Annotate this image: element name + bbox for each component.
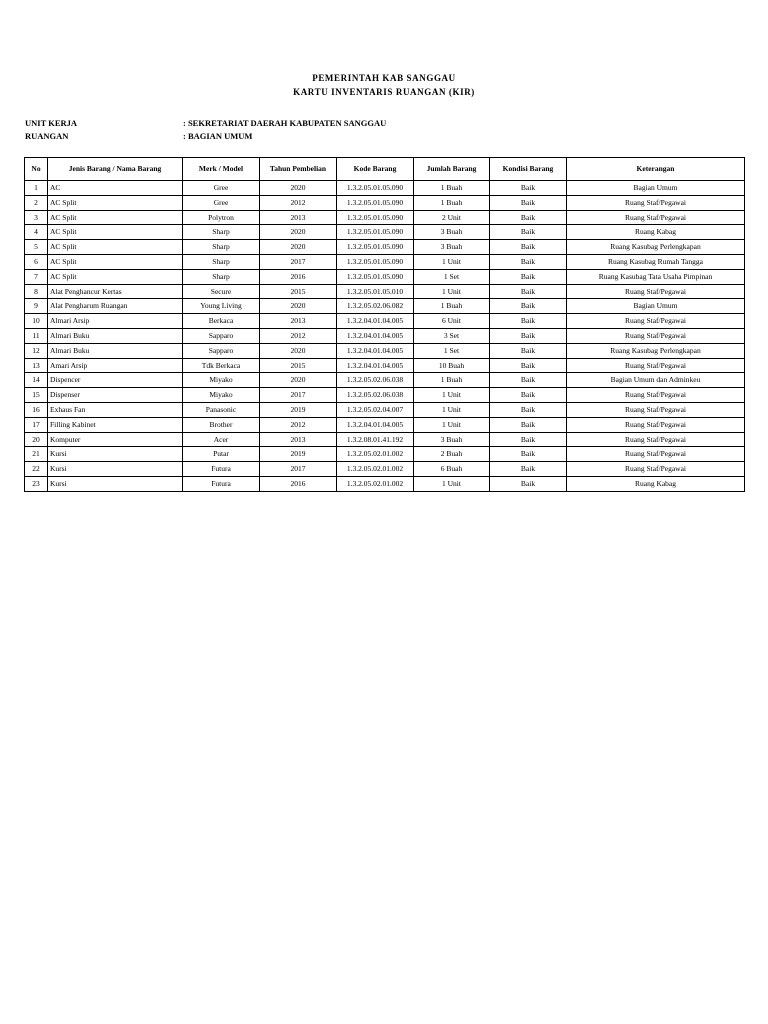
cell-keterangan: Bagian Umum dan Adminkeu (567, 373, 745, 388)
cell-keterangan: Ruang Staf/Pegawai (567, 432, 745, 447)
cell-kode: 1.3.2.05.01.05.090 (337, 269, 414, 284)
document-title-line-1: PEMERINTAH KAB SANGGAU (312, 73, 456, 83)
cell-nama-barang: AC Split (48, 225, 183, 240)
table-row (25, 432, 745, 447)
unit-kerja-label: UNIT KERJA (25, 118, 78, 128)
cell-no: 7 (25, 269, 48, 284)
cell-merk: Futura (183, 462, 260, 477)
cell-keterangan: Ruang Staf/Pegawai (567, 417, 745, 432)
table-row (25, 476, 745, 491)
cell-jumlah: 2 Unit (414, 210, 490, 225)
cell-kondisi: Baik (490, 225, 567, 240)
cell-keterangan: Ruang Staf/Pegawai (567, 195, 745, 210)
cell-kondisi: Baik (490, 181, 567, 196)
cell-kondisi: Baik (490, 462, 567, 477)
cell-merk: Secure (183, 284, 260, 299)
cell-tahun: 2019 (260, 447, 337, 462)
column-header-tahun: Tahun Pembelian (260, 158, 337, 181)
cell-no: 2 (25, 195, 48, 210)
cell-tahun: 2015 (260, 358, 337, 373)
cell-merk: Sapparo (183, 343, 260, 358)
cell-kondisi: Baik (490, 373, 567, 388)
cell-keterangan: Ruang Staf/Pegawai (567, 388, 745, 403)
inventory-table (24, 157, 745, 492)
cell-tahun: 2020 (260, 373, 337, 388)
cell-keterangan: Bagian Umum (567, 299, 745, 314)
cell-jumlah: 1 Buah (414, 373, 490, 388)
table-row (25, 240, 745, 255)
cell-kondisi: Baik (490, 284, 567, 299)
column-header-jumlah: Jumlah Barang (414, 158, 490, 181)
cell-kode: 1.3.2.05.01.05.090 (337, 210, 414, 225)
table-body (25, 181, 745, 492)
cell-kondisi: Baik (490, 343, 567, 358)
table-row (25, 373, 745, 388)
column-header-kode: Kode Barang (337, 158, 414, 181)
cell-merk: Sapparo (183, 328, 260, 343)
cell-keterangan: Ruang Staf/Pegawai (567, 314, 745, 329)
table-row (25, 225, 745, 240)
cell-tahun: 2013 (260, 210, 337, 225)
cell-no: 15 (25, 388, 48, 403)
cell-tahun: 2020 (260, 343, 337, 358)
cell-nama-barang: Alat Pengharum Ruangan (48, 299, 183, 314)
cell-jumlah: 3 Buah (414, 225, 490, 240)
cell-nama-barang: Amari Arsip (48, 358, 183, 373)
cell-tahun: 2012 (260, 328, 337, 343)
cell-no: 21 (25, 447, 48, 462)
cell-keterangan: Ruang Staf/Pegawai (567, 462, 745, 477)
cell-merk: Berkaca (183, 314, 260, 329)
unit-kerja-value: : SEKRETARIAT DAERAH KABUPATEN SANGGAU (183, 118, 387, 128)
document-title-line-2: KARTU INVENTARIS RUANGAN (KIR) (293, 87, 475, 97)
cell-nama-barang: AC Split (48, 269, 183, 284)
table-row (25, 314, 745, 329)
cell-jumlah: 1 Buah (414, 181, 490, 196)
cell-merk: Young Living (183, 299, 260, 314)
table-row (25, 447, 745, 462)
unit-kerja-row (25, 118, 386, 128)
cell-keterangan: Ruang Kasubag Perlengkapan (567, 343, 745, 358)
cell-jumlah: 1 Unit (414, 388, 490, 403)
cell-jumlah: 3 Set (414, 328, 490, 343)
table-row (25, 388, 745, 403)
table-row (25, 181, 745, 196)
cell-jumlah: 6 Unit (414, 314, 490, 329)
cell-jumlah: 1 Set (414, 343, 490, 358)
cell-no: 17 (25, 417, 48, 432)
cell-kondisi: Baik (490, 432, 567, 447)
cell-keterangan: Ruang Staf/Pegawai (567, 358, 745, 373)
cell-nama-barang: Exhaus Fan (48, 402, 183, 417)
cell-kode: 1.3.2.04.01.04.005 (337, 328, 414, 343)
cell-nama-barang: Alat Penghancur Kertas (48, 284, 183, 299)
cell-jumlah: 1 Unit (414, 402, 490, 417)
cell-jumlah: 1 Buah (414, 195, 490, 210)
cell-kondisi: Baik (490, 314, 567, 329)
cell-keterangan: Ruang Kasubag Tata Usaha Pimpinan (567, 269, 745, 284)
cell-kondisi: Baik (490, 388, 567, 403)
cell-merk: Putar (183, 447, 260, 462)
cell-keterangan: Ruang Staf/Pegawai (567, 284, 745, 299)
cell-no: 1 (25, 181, 48, 196)
cell-jumlah: 1 Unit (414, 254, 490, 269)
cell-nama-barang: AC Split (48, 210, 183, 225)
cell-kode: 1.3.2.05.02.01.002 (337, 476, 414, 491)
cell-kode: 1.3.2.04.01.04.005 (337, 417, 414, 432)
cell-merk: Miyako (183, 388, 260, 403)
cell-kondisi: Baik (490, 299, 567, 314)
cell-jumlah: 2 Buah (414, 447, 490, 462)
cell-nama-barang: Kursi (48, 476, 183, 491)
cell-no: 22 (25, 462, 48, 477)
cell-no: 6 (25, 254, 48, 269)
cell-jumlah: 1 Set (414, 269, 490, 284)
column-header-no: No (25, 158, 48, 181)
cell-tahun: 2017 (260, 388, 337, 403)
cell-tahun: 2020 (260, 299, 337, 314)
cell-nama-barang: Filling Kabinet (48, 417, 183, 432)
cell-jumlah: 1 Unit (414, 417, 490, 432)
cell-merk: Gree (183, 181, 260, 196)
cell-kode: 1.3.2.04.01.04.005 (337, 314, 414, 329)
cell-kode: 1.3.2.05.02.04.007 (337, 402, 414, 417)
cell-kode: 1.3.2.05.02.01.002 (337, 447, 414, 462)
cell-kode: 1.3.2.05.02.01.002 (337, 462, 414, 477)
cell-no: 4 (25, 225, 48, 240)
cell-keterangan: Ruang Kasubag Rumah Tangga (567, 254, 745, 269)
cell-nama-barang: AC Split (48, 240, 183, 255)
cell-nama-barang: AC (48, 181, 183, 196)
cell-keterangan: Ruang Kasubag Perlengkapan (567, 240, 745, 255)
cell-tahun: 2012 (260, 195, 337, 210)
cell-jumlah: 10 Buah (414, 358, 490, 373)
cell-jumlah: 1 Unit (414, 284, 490, 299)
table-row (25, 195, 745, 210)
table-row (25, 284, 745, 299)
cell-merk: Sharp (183, 225, 260, 240)
cell-kode: 1.3.2.05.01.05.090 (337, 240, 414, 255)
cell-kondisi: Baik (490, 358, 567, 373)
cell-nama-barang: Almari Arsip (48, 314, 183, 329)
cell-merk: Polytron (183, 210, 260, 225)
cell-no: 3 (25, 210, 48, 225)
cell-nama-barang: AC Split (48, 254, 183, 269)
cell-merk: Gree (183, 195, 260, 210)
cell-tahun: 2017 (260, 462, 337, 477)
cell-no: 10 (25, 314, 48, 329)
cell-kode: 1.3.2.04.01.04.005 (337, 358, 414, 373)
cell-no: 5 (25, 240, 48, 255)
cell-kode: 1.3.2.05.01.05.090 (337, 225, 414, 240)
cell-nama-barang: Kursi (48, 447, 183, 462)
cell-tahun: 2020 (260, 225, 337, 240)
table-row (25, 358, 745, 373)
cell-no: 11 (25, 328, 48, 343)
cell-kondisi: Baik (490, 195, 567, 210)
cell-merk: Brother (183, 417, 260, 432)
cell-jumlah: 3 Buah (414, 240, 490, 255)
cell-tahun: 2013 (260, 432, 337, 447)
cell-kondisi: Baik (490, 476, 567, 491)
cell-keterangan: Ruang Staf/Pegawai (567, 328, 745, 343)
cell-nama-barang: Dispencer (48, 373, 183, 388)
column-header-kondisi: Kondisi Barang (490, 158, 567, 181)
cell-tahun: 2016 (260, 269, 337, 284)
cell-merk: Acer (183, 432, 260, 447)
cell-merk: Sharp (183, 240, 260, 255)
cell-nama-barang: Almari Buku (48, 343, 183, 358)
cell-kode: 1.3.2.05.02.06.082 (337, 299, 414, 314)
table-row (25, 269, 745, 284)
table-row (25, 328, 745, 343)
cell-keterangan: Ruang Kabag (567, 225, 745, 240)
cell-kondisi: Baik (490, 328, 567, 343)
cell-jumlah: 6 Buah (414, 462, 490, 477)
cell-kode: 1.3.2.05.01.05.090 (337, 195, 414, 210)
table-row (25, 462, 745, 477)
cell-no: 23 (25, 476, 48, 491)
cell-tahun: 2012 (260, 417, 337, 432)
table-row (25, 210, 745, 225)
cell-keterangan: Ruang Kabag (567, 476, 745, 491)
cell-kode: 1.3.2.05.01.05.010 (337, 284, 414, 299)
table-row (25, 299, 745, 314)
cell-nama-barang: Almari Buku (48, 328, 183, 343)
cell-tahun: 2016 (260, 476, 337, 491)
cell-kondisi: Baik (490, 447, 567, 462)
cell-kondisi: Baik (490, 240, 567, 255)
cell-kondisi: Baik (490, 254, 567, 269)
cell-tahun: 2020 (260, 181, 337, 196)
cell-keterangan: Bagian Umum (567, 181, 745, 196)
cell-kondisi: Baik (490, 210, 567, 225)
cell-kondisi: Baik (490, 417, 567, 432)
cell-merk: Miyako (183, 373, 260, 388)
table-header-row (25, 158, 745, 181)
cell-kode: 1.3.2.05.02.06.038 (337, 388, 414, 403)
cell-kode: 1.3.2.05.01.05.090 (337, 181, 414, 196)
cell-kode: 1.3.2.05.02.06.038 (337, 373, 414, 388)
cell-no: 20 (25, 432, 48, 447)
column-header-merk: Merk / Model (183, 158, 260, 181)
cell-jumlah: 1 Unit (414, 476, 490, 491)
ruangan-value: : BAGIAN UMUM (183, 131, 253, 141)
cell-kondisi: Baik (490, 269, 567, 284)
cell-tahun: 2013 (260, 314, 337, 329)
table-row (25, 254, 745, 269)
cell-tahun: 2015 (260, 284, 337, 299)
cell-tahun: 2017 (260, 254, 337, 269)
cell-kode: 1.3.2.05.01.05.090 (337, 254, 414, 269)
cell-no: 13 (25, 358, 48, 373)
cell-no: 9 (25, 299, 48, 314)
cell-jumlah: 3 Buah (414, 432, 490, 447)
cell-nama-barang: Komputer (48, 432, 183, 447)
cell-tahun: 2020 (260, 240, 337, 255)
cell-no: 16 (25, 402, 48, 417)
cell-kode: 1.3.2.04.01.04.005 (337, 343, 414, 358)
cell-kode: 1.3.2.08.01.41.192 (337, 432, 414, 447)
ruangan-label: RUANGAN (25, 131, 69, 141)
cell-merk: Sharp (183, 269, 260, 284)
cell-merk: Tdk Berkaca (183, 358, 260, 373)
cell-keterangan: Ruang Staf/Pegawai (567, 210, 745, 225)
cell-merk: Futura (183, 476, 260, 491)
cell-nama-barang: Dispenser (48, 388, 183, 403)
cell-keterangan: Ruang Staf/Pegawai (567, 402, 745, 417)
cell-tahun: 2019 (260, 402, 337, 417)
cell-nama-barang: Kursi (48, 462, 183, 477)
cell-merk: Sharp (183, 254, 260, 269)
table-row (25, 343, 745, 358)
cell-merk: Panasonic (183, 402, 260, 417)
column-header-nama-barang: Jenis Barang / Nama Barang (48, 158, 183, 181)
cell-no: 12 (25, 343, 48, 358)
ruangan-row (25, 131, 252, 141)
cell-nama-barang: AC Split (48, 195, 183, 210)
column-header-keterangan: Keterangan (567, 158, 745, 181)
table-row (25, 402, 745, 417)
cell-no: 8 (25, 284, 48, 299)
cell-jumlah: 1 Buah (414, 299, 490, 314)
table-row (25, 417, 745, 432)
cell-kondisi: Baik (490, 402, 567, 417)
cell-no: 14 (25, 373, 48, 388)
cell-keterangan: Ruang Staf/Pegawai (567, 447, 745, 462)
